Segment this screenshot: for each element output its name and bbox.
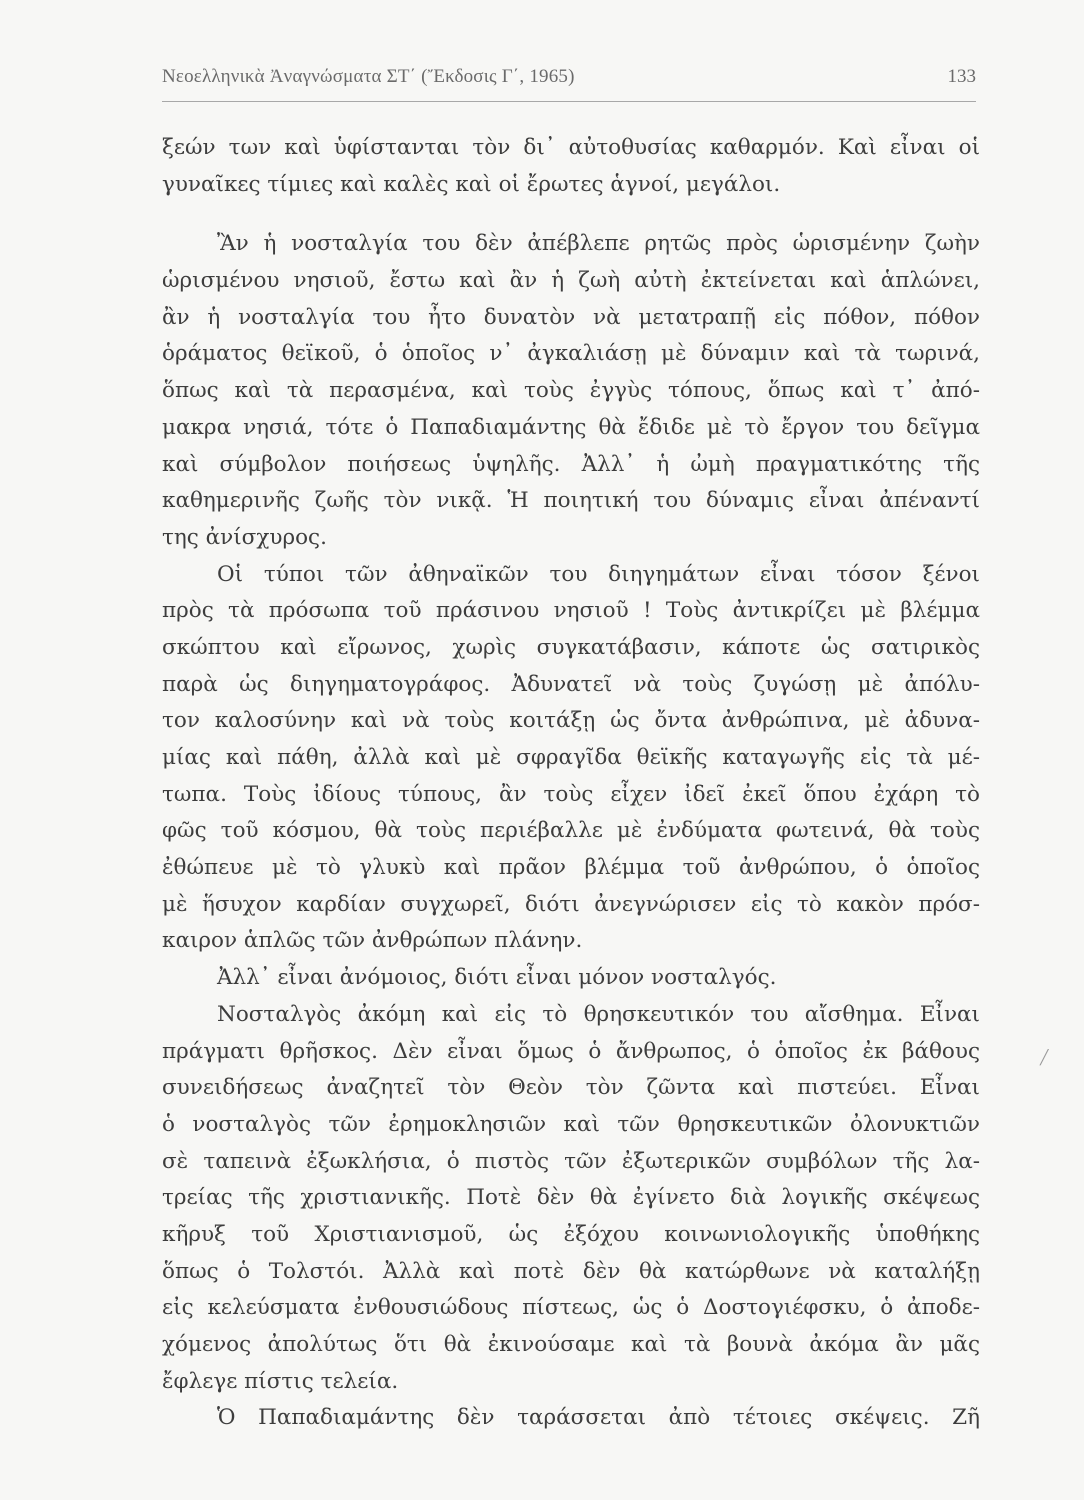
text-line: πράγματι θρῆσκος. Δὲν εἶναι ὅμως ὁ ἄνθρωπος, ὁ ὁποῖος ἐκ βάθους	[162, 1038, 980, 1064]
text-line: τον καλοσύνην καὶ νὰ τοὺς κοιτάξῃ ὡς ὄντα ἀνθρώπινα, μὲ ἀδυνα-	[162, 708, 980, 734]
running-header	[162, 66, 978, 96]
text-line: σκώπτου καὶ εἴρωνος, χωρὶς συγκατάβασιν, κάποτε ὡς σατιρικὸς	[162, 634, 980, 660]
text-line: ὡρισμένου νησιοῦ, ἔστω καὶ ἂν ἡ ζωὴ αὐτὴ ἐκτείνεται καὶ ἁπλώνει,	[162, 268, 980, 294]
text-line: καθημερινῆς ζωῆς τὸν νικᾷ. Ἡ ποιητική του δύναμις εἶναι ἀπέναντί	[162, 488, 980, 514]
paragraph	[162, 1400, 980, 1437]
text-line: ξεών των καὶ ὑφίστανται τὸν δι᾽ αὐτοθυσίας καθαρμόν. Καὶ εἶναι οἱ	[162, 135, 980, 160]
header-rule	[162, 101, 976, 102]
text-line: ὅπως καὶ τὰ περασμένα, καὶ τοὺς ἐγγὺς τόπους, ὅπως καὶ τ᾽ ἀπό-	[162, 378, 980, 404]
text-line: ἐθώπευε μὲ τὸ γλυκὺ καὶ πρᾶον βλέμμα τοῦ ἀνθρώπου, ὁ ὁποῖος	[162, 855, 980, 881]
paragraph	[162, 997, 980, 1401]
text-line: γυναῖκες τίμιες καὶ καλὲς καὶ οἱ ἔρωτες ἁγνοί, μεγάλοι.	[162, 171, 781, 197]
text-line: πρὸς τὰ πρόσωπα τοῦ πράσινου νησιοῦ ! Τοὺς ἀντικρίζει μὲ βλέμμα	[162, 598, 980, 624]
text-line: ὁ νοσταλγὸς τῶν ἐρημοκλησιῶν καὶ τῶν θρησκευτικῶν ὀλονυκτιῶν	[162, 1111, 980, 1137]
text-line: ἂν ἡ νοσταλγία του ἦτο δυνατὸν νὰ μετατραπῇ εἰς πόθον, πόθον	[162, 304, 980, 330]
text-line: εἰς κελεύσματα ἐνθουσιώδους πίστεως, ὡς ὁ Δοστογιέφσκυ, ὁ ἀποδε-	[162, 1295, 980, 1321]
text-line: Οἱ τύποι τῶν ἀθηναϊκῶν του διηγημάτων εἶναι τόσον ξένοι	[217, 561, 980, 587]
text-line: κῆρυξ τοῦ Χριστιανισμοῦ, ὡς ἐξόχου κοινωνιολογικῆς ὑποθήκης	[162, 1221, 980, 1247]
text-line: καιρον ἁπλῶς τῶν ἀνθρώπων πλάνην.	[162, 928, 583, 954]
text-line: μὲ ἥσυχον καρδίαν συγχωρεῖ, διότι ἀνεγνώρισεν εἰς τὸ κακὸν πρόσ-	[162, 891, 980, 917]
text-line: Ἀλλ᾽ εἶναι ἀνόμοιος, διότι εἶναι μόνον νοσταλγός.	[217, 965, 777, 991]
text-line: παρὰ ὡς διηγηματογράφος. Ἀδυνατεῖ νὰ τοὺς ζυγώσῃ μὲ ἀπόλυ-	[162, 671, 980, 697]
paragraph	[162, 226, 980, 556]
margin-mark: ╱	[1040, 1050, 1049, 1066]
text-line: μίας καὶ πάθη, ἀλλὰ καὶ μὲ σφραγῖδα θεϊκῆς καταγωγῆς εἰς τὰ μέ-	[162, 745, 980, 770]
page-number: 133	[947, 66, 976, 87]
text-line: χόμενος ἀπολύτως ὅτι θὰ ἐκινούσαμε καὶ τὰ βουνὰ ἀκόμα ἂν μᾶς	[162, 1332, 980, 1357]
text-line: Νοσταλγὸς ἀκόμη καὶ εἰς τὸ θρησκευτικόν του αἴσθημα. Εἶναι	[217, 1001, 980, 1027]
text-line: σὲ ταπεινὰ ἐξωκλήσια, ὁ πιστὸς τῶν ἐξωτερικῶν συμβόλων τῆς λα-	[162, 1148, 980, 1174]
text-line: της ἀνίσχυρος.	[162, 524, 327, 550]
text-line: φῶς τοῦ κόσμου, θὰ τοὺς περιέβαλλε μὲ ἐνδύματα φωτεινά, θὰ τοὺς	[162, 818, 980, 844]
text-line: ὁράματος θεϊκοῦ, ὁ ὁποῖος ν᾽ ἀγκαλιάσῃ μὲ δύναμιν καὶ τὰ τωρινά,	[162, 341, 980, 367]
body-text	[162, 130, 980, 1437]
text-line: Ὁ Παπαδιαμάντης δὲν ταράσσεται ἀπὸ τέτοιες σκέψεις. Ζῆ	[217, 1405, 980, 1431]
running-title: Νεοελληνικὰ Ἀναγνώσματα ΣΤ΄ (Ἔκδοσις Γ΄, 1965)	[162, 66, 575, 87]
text-line: ἔφλεγε πίστις τελεία.	[162, 1368, 399, 1394]
text-line: καὶ σύμβολον ποιήσεως ὑψηλῆς. Ἀλλ᾽ ἡ ὠμὴ πραγματικότης τῆς	[162, 451, 980, 477]
text-line: τωπα. Τοὺς ἰδίους τύπους, ἂν τοὺς εἶχεν ἰδεῖ ἐκεῖ ὅπου ἐχάρη τὸ	[162, 781, 980, 807]
text-line: μακρα νησιά, τότε ὁ Παπαδιαμάντης θὰ ἔδιδε μὲ τὸ ἔργον του δεῖγμα	[162, 414, 980, 440]
text-line: τρείας τῆς χριστιανικῆς. Ποτὲ δὲν θὰ ἐγίνετο διὰ λογικῆς σκέψεως	[162, 1185, 980, 1211]
paragraph-gap	[162, 203, 980, 226]
text-line: συνειδήσεως ἀναζητεῖ τὸν Θεὸν τὸν ζῶντα καὶ πιστεύει. Εἶναι	[162, 1075, 980, 1101]
paragraph	[162, 557, 980, 961]
paragraph	[162, 130, 980, 203]
paragraph	[162, 960, 980, 997]
text-line: Ἂν ἡ νοσταλγία του δὲν ἀπέβλεπε ρητῶς πρὸς ὡρισμένην ζωὴν	[217, 231, 980, 257]
text-line: ὅπως ὁ Τολστόι. Ἀλλὰ καὶ ποτὲ δὲν θὰ κατώρθωνε νὰ καταλήξῃ	[162, 1258, 980, 1284]
